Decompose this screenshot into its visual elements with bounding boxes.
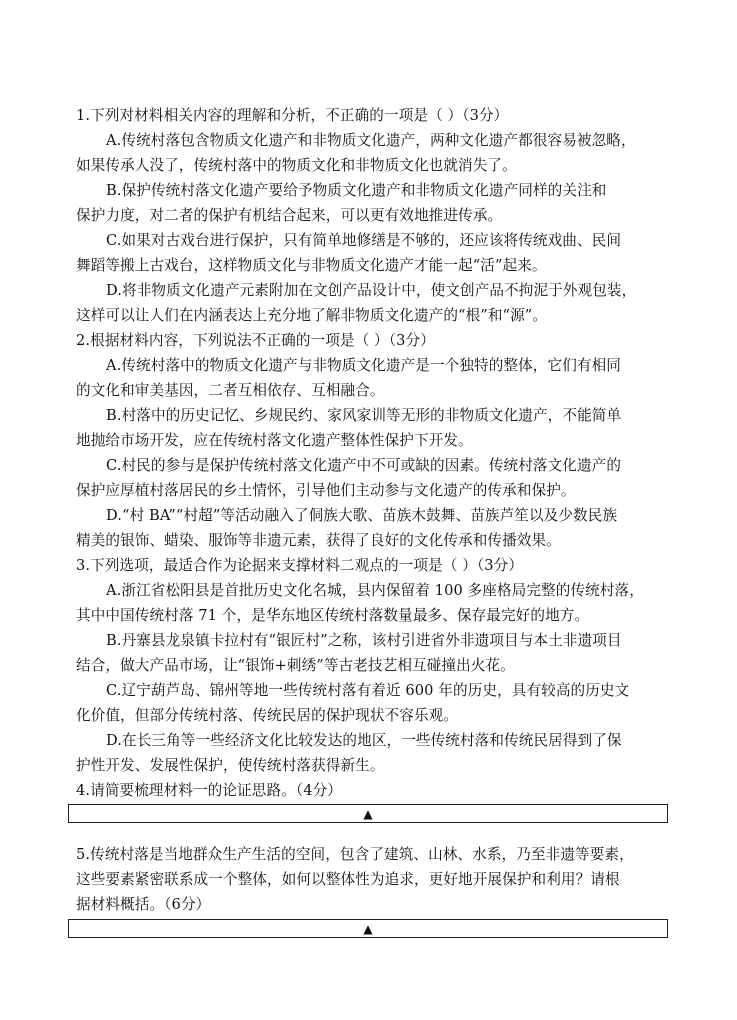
- question-1-option-c-line-1: C.如果对古戏台进行保护，只有简单地修缮是不够的，还应该将传统戏曲、民间: [106, 232, 622, 249]
- question-3-option-a-line-2: 其中中国传统村落 71 个，是华东地区传统村落数量最多、保存最完好的地方。: [76, 607, 590, 624]
- question-1-option-a-line-2: 如果传承人没了，传统村落中的物质文化和非物质文化也就消失了。: [76, 157, 517, 174]
- question-5-stem-line-2: 这些要素紧密联系成一个整体，如何以整体性为追求，更好地开展保护和利用？请根: [76, 871, 620, 888]
- question-1-option-d-line-2: 这样可以让人们在内涵表达上充分地了解非物质文化遗产的“根”和“源”。: [76, 307, 548, 324]
- question-1-option-c-line-2: 舞蹈等搬上古戏台，这样物质文化与非物质文化遗产才能一起“活”起来。: [76, 257, 547, 274]
- question-1-stem: 1.下列对材料相关内容的理解和分析，不正确的一项是（ ）（3分）: [76, 107, 509, 124]
- question-3-option-b-line-2: 结合，做大产品市场，让“银饰+刺绣”等古老技艺相互碰撞出火花。: [76, 657, 515, 674]
- question-3-option-c-line-2: 化价值，但部分传统村落、传统民居的保护现状不容乐观。: [76, 707, 459, 724]
- question-3-option-b-line-1: B.丹寨县龙泉镇卡拉村有“银匠村”之称，该村引进省外非遗项目与本土非遗项目: [106, 632, 622, 649]
- question-2-option-a-line-1: A.传统村落中的物质文化遗产与非物质文化遗产是一个独特的整体，它们有相同: [106, 357, 621, 374]
- answer-marker-icon: ▲: [363, 806, 373, 821]
- question-2-option-b-line-1: B.村落中的历史记忆、乡规民约、家风家训等无形的非物质文化遗产，不能简单: [106, 407, 622, 424]
- question-2-option-d-line-1: D.“村 BA”“村超”等活动融入了侗族大歌、苗族木鼓舞、苗族芦笙以及少数民族: [106, 507, 618, 524]
- question-4-stem: 4.请简要梳理材料一的论证思路。（4分）: [76, 782, 343, 799]
- question-4-answer-box[interactable]: [68, 804, 668, 823]
- question-2-option-c-line-1: C.村民的参与是保护传统村落文化遗产中不可或缺的因素。传统村落文化遗产的: [106, 457, 622, 474]
- question-3-stem: 3.下列选项，最适合作为论据来支撑材料二观点的一项是（ ）（3分）: [76, 557, 524, 574]
- question-5-stem-line-3: 据材料概括。（6分）: [76, 896, 211, 913]
- question-1-option-d-line-1: D.将非物质文化遗产元素附加在文创产品设计中，使文创产品不拘泥于外观包装，: [106, 282, 637, 299]
- question-3-option-a-line-1: A.浙江省松阳县是首批历史文化名城，县内保留着 100 多座格局完整的传统村落，: [106, 582, 644, 599]
- question-5-answer-box[interactable]: [68, 919, 668, 938]
- question-1-option-a-line-1: A.传统村落包含物质文化遗产和非物质文化遗产，两种文化遗产都很容易被忽略，: [106, 132, 636, 149]
- question-2-option-a-line-2: 的文化和审美基因，二者互相依存、互相融合。: [76, 382, 385, 399]
- answer-marker-icon: ▲: [363, 921, 373, 936]
- question-3-option-d-line-2: 护性开发、发展性保护，使传统村落获得新生。: [76, 757, 385, 774]
- question-3-option-d-line-1: D.在长三角等一些经济文化比较发达的地区，一些传统村落和传统民居得到了保: [106, 732, 622, 749]
- question-1-option-b-line-1: B.保护传统村落文化遗产要给予物质文化遗产和非物质文化遗产同样的关注和: [106, 182, 607, 199]
- question-2-stem: 2.根据材料内容，下列说法不正确的一项是（ ）（3分）: [76, 332, 435, 349]
- question-5-stem-line-1: 5.传统村落是当地群众生产生活的空间，包含了建筑、山林、水系，乃至非遗等要素，: [76, 846, 634, 863]
- question-1-option-b-line-2: 保护力度，对二者的保护有机结合起来，可以更有效地推进传承。: [76, 207, 503, 224]
- question-2-option-c-line-2: 保护应厚植村落居民的乡土情怀，引导他们主动参与文化遗产的传承和保护。: [76, 482, 576, 499]
- question-2-option-b-line-2: 地抛给市场开发，应在传统村落文化遗产整体性保护下开发。: [76, 432, 473, 449]
- question-2-option-d-line-2: 精美的银饰、蜡染、服饰等非遗元素，获得了良好的文化传承和传播效果。: [76, 532, 561, 549]
- question-3-option-c-line-1: C.辽宁葫芦岛、锦州等地一些传统村落有着近 600 年的历史，具有较高的历史文: [106, 682, 630, 699]
